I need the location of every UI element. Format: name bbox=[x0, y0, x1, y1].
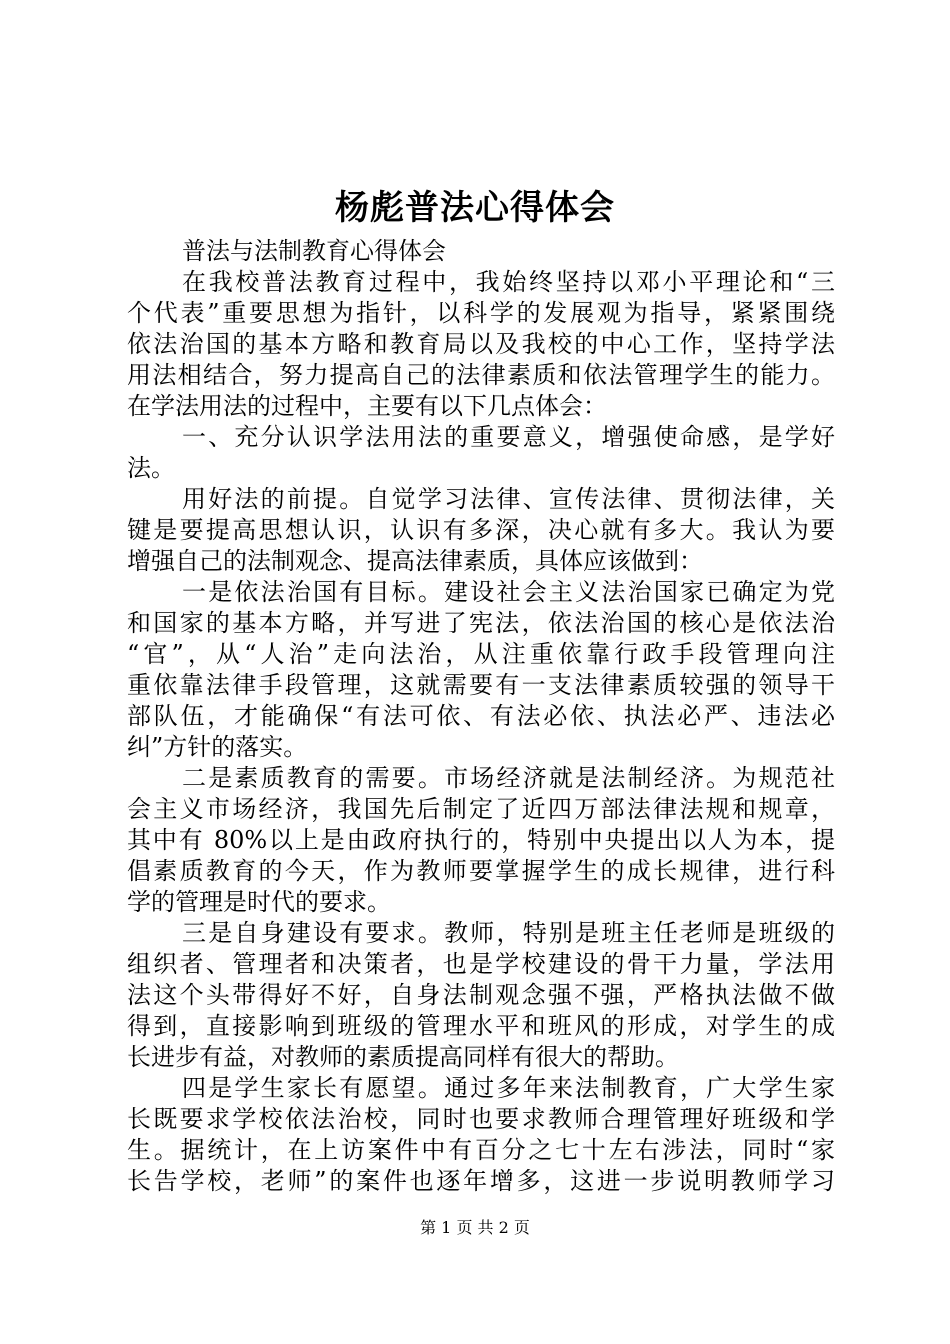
text-line: 在我校普法教育过程中，我始终坚持以邓小平理论和“三 bbox=[182, 268, 835, 296]
text-line: 组织者、管理者和决策者，也是学校建设的骨干力量，学法用 bbox=[127, 950, 835, 978]
text-line: 二是素质教育的需要。市场经济就是法制经济。为规范社 bbox=[182, 764, 835, 792]
text-line: 用好法的前提。自觉学习法律、宣传法律、贯彻法律，关 bbox=[182, 485, 835, 513]
text-line: 纠”方针的落实。 bbox=[127, 733, 308, 761]
text-line: 长进步有益，对教师的素质提高同样有很大的帮助。 bbox=[127, 1043, 679, 1071]
page-footer bbox=[0, 1217, 950, 1239]
text-line: 用法相结合，努力提高自己的法律素质和依法管理学生的能力。 bbox=[127, 361, 835, 389]
document-body bbox=[127, 236, 835, 1197]
text-line: 一是依法治国有目标。建设社会主义法治国家已确定为党 bbox=[182, 578, 835, 606]
text-line: 长告学校，老师”的案件也逐年增多，这进一步说明教师学习 bbox=[127, 1167, 835, 1195]
text-line: 普法与法制教育心得体会 bbox=[182, 237, 446, 265]
text-line: 部队伍，才能确保“有法可依、有法必依、执法必严、违法必 bbox=[127, 702, 835, 730]
text-line: 法这个头带得好不好，自身法制观念强不强，严格执法做不做 bbox=[127, 981, 835, 1009]
text-line: 倡素质教育的今天，作为教师要掌握学生的成长规律，进行科 bbox=[127, 857, 835, 885]
text-line: 三是自身建设有要求。教师，特别是班主任老师是班级的 bbox=[182, 919, 835, 947]
text-line: 依法治国的基本方略和教育局以及我校的中心工作，坚持学法 bbox=[127, 330, 835, 358]
text-line: 个代表”重要思想为指针，以科学的发展观为指导，紧紧围绕 bbox=[127, 299, 835, 327]
text-line: 在学法用法的过程中，主要有以下几点体会： bbox=[127, 392, 607, 420]
text-line: 重依靠法律手段管理，这就需要有一支法律素质较强的领导干 bbox=[127, 671, 835, 699]
text-line: 生。据统计，在上访案件中有百分之七十左右涉法，同时“家 bbox=[127, 1136, 835, 1164]
text-line: 和国家的基本方略，并写进了宪法，依法治国的核心是依法治 bbox=[127, 609, 835, 637]
text-line: 增强自己的法制观念、提高法律素质，具体应该做到： bbox=[127, 547, 703, 575]
text-line: 其中有 80%以上是由政府执行的，特别中央提出以人为本，提 bbox=[127, 826, 835, 854]
text-line: 四是学生家长有愿望。通过多年来法制教育，广大学生家 bbox=[182, 1074, 835, 1102]
text-line: 一、充分认识学法用法的重要意义，增强使命感，是学好 bbox=[182, 423, 835, 451]
text-line: 会主义市场经济，我国先后制定了近四万部法律法规和规章， bbox=[127, 795, 835, 823]
text-line: 长既要求学校依法治校，同时也要求教师合理管理好班级和学 bbox=[127, 1105, 835, 1133]
text-line: 学的管理是时代的要求。 bbox=[127, 888, 391, 916]
text-line: “官”，从“人治”走向法治，从注重依靠行政手段管理向注 bbox=[127, 640, 835, 668]
text-line: 法。 bbox=[127, 454, 175, 482]
document-title: 杨彪普法心得体会 bbox=[335, 188, 615, 228]
text-line: 键是要提高思想认识，认识有多深，决心就有多大。我认为要 bbox=[127, 516, 835, 544]
text-line: 得到，直接影响到班级的管理水平和班风的形成，对学生的成 bbox=[127, 1012, 835, 1040]
page-number-label: 第 1 页 共 2 页 bbox=[420, 1218, 530, 1237]
